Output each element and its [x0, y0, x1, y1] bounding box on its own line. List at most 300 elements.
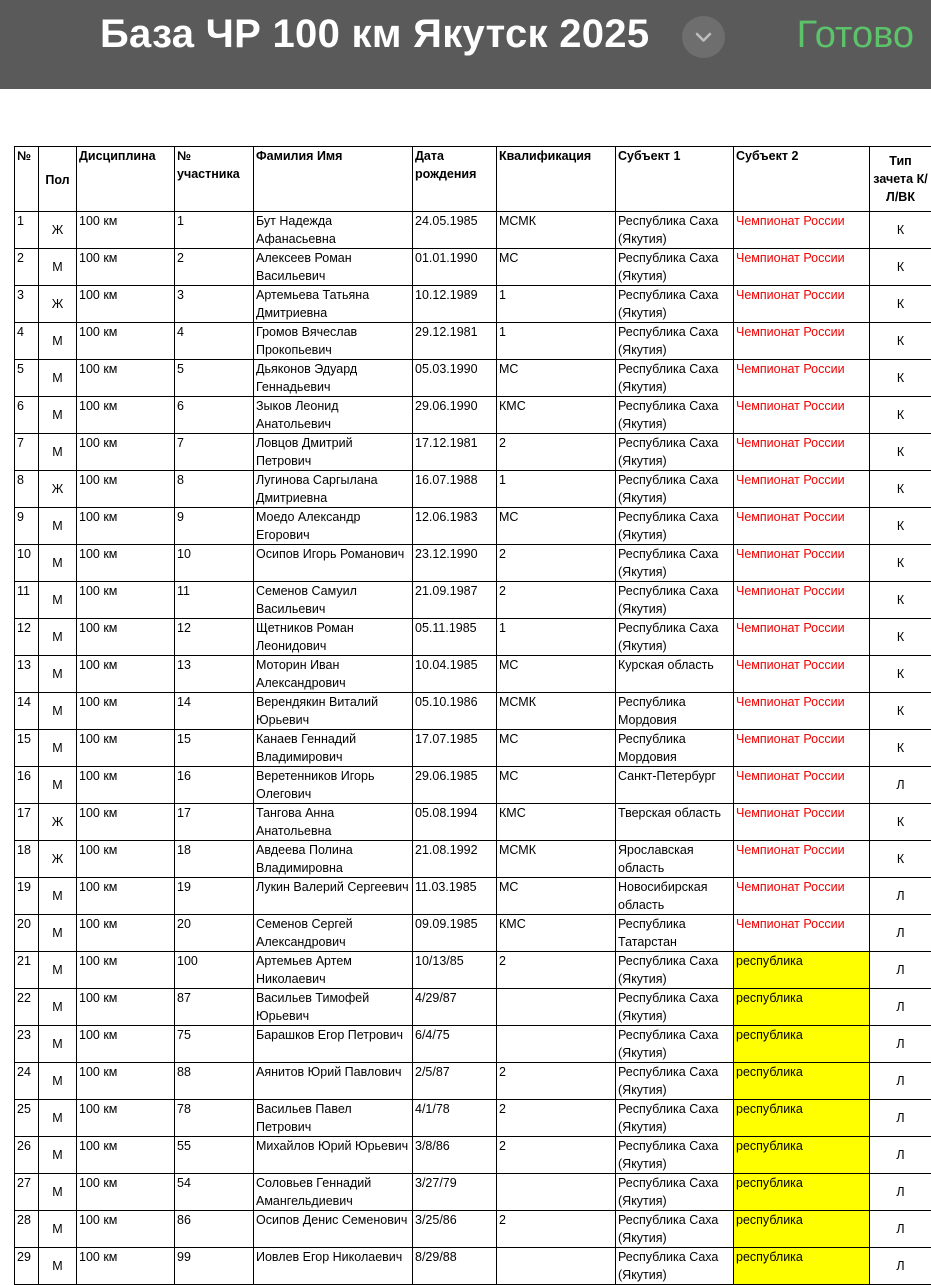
cell-num[interactable]: 14: [15, 693, 39, 730]
cell-subject1[interactable]: Республика Татарстан: [616, 915, 734, 952]
table-row: [15, 878, 931, 915]
cell-dob[interactable]: 24.05.1985: [413, 212, 497, 249]
cell-num[interactable]: 16: [15, 767, 39, 804]
cell-subject2[interactable]: республика: [734, 989, 870, 1026]
cell-bib[interactable]: 100: [175, 952, 254, 989]
cell-num[interactable]: 23: [15, 1026, 39, 1063]
cell-pol[interactable]: М: [39, 656, 77, 693]
table-row: [15, 1100, 931, 1137]
cell-pol[interactable]: М: [39, 545, 77, 582]
cell-subject2[interactable]: республика: [734, 1026, 870, 1063]
cell-type[interactable]: К: [870, 434, 931, 471]
cell-subject1[interactable]: Республика Саха (Якутия): [616, 1063, 734, 1100]
cell-pol[interactable]: М: [39, 989, 77, 1026]
cell-dob[interactable]: 12.06.1983: [413, 508, 497, 545]
cell-pol[interactable]: М: [39, 1063, 77, 1100]
cell-bib[interactable]: 54: [175, 1174, 254, 1211]
cell-pol[interactable]: М: [39, 915, 77, 952]
cell-dob[interactable]: 3/8/86: [413, 1137, 497, 1174]
cell-discipline[interactable]: 100 км: [77, 212, 175, 249]
cell-qualification[interactable]: МС: [497, 767, 616, 804]
cell-bib[interactable]: 17: [175, 804, 254, 841]
cell-discipline[interactable]: 100 км: [77, 1063, 175, 1100]
cell-pol[interactable]: М: [39, 1026, 77, 1063]
cell-discipline[interactable]: 100 км: [77, 804, 175, 841]
table-row: [15, 619, 931, 656]
cell-type[interactable]: К: [870, 471, 931, 508]
cell-type[interactable]: К: [870, 323, 931, 360]
cell-name[interactable]: Осипов Денис Семенович: [254, 1211, 413, 1248]
cell-qualification[interactable]: КМС: [497, 915, 616, 952]
cell-num[interactable]: 2: [15, 249, 39, 286]
cell-discipline[interactable]: 100 км: [77, 286, 175, 323]
cell-subject1[interactable]: Республика Саха (Якутия): [616, 545, 734, 582]
cell-discipline[interactable]: 100 км: [77, 915, 175, 952]
cell-bib[interactable]: 11: [175, 582, 254, 619]
cell-name[interactable]: Артемьева Татьяна Дмитриевна: [254, 286, 413, 323]
cell-subject1[interactable]: Республика Саха (Якутия): [616, 952, 734, 989]
cell-type[interactable]: К: [870, 249, 931, 286]
cell-bib[interactable]: 18: [175, 841, 254, 878]
cell-dob[interactable]: 05.11.1985: [413, 619, 497, 656]
cell-name[interactable]: Аянитов Юрий Павлович: [254, 1063, 413, 1100]
cell-num[interactable]: 4: [15, 323, 39, 360]
cell-type[interactable]: К: [870, 693, 931, 730]
cell-subject2[interactable]: Чемпионат России: [734, 841, 870, 878]
cell-dob[interactable]: 21.09.1987: [413, 582, 497, 619]
cell-num[interactable]: 22: [15, 989, 39, 1026]
cell-subject2[interactable]: Чемпионат России: [734, 693, 870, 730]
cell-qualification[interactable]: МСМК: [497, 693, 616, 730]
cell-type[interactable]: Л: [870, 952, 931, 989]
cell-subject1[interactable]: Республика Саха (Якутия): [616, 360, 734, 397]
cell-discipline[interactable]: 100 км: [77, 545, 175, 582]
cell-bib[interactable]: 86: [175, 1211, 254, 1248]
cell-subject1[interactable]: Республика Саха (Якутия): [616, 212, 734, 249]
cell-qualification[interactable]: 2: [497, 952, 616, 989]
cell-subject1[interactable]: Новосибирская область: [616, 878, 734, 915]
cell-subject1[interactable]: Республика Саха (Якутия): [616, 582, 734, 619]
cell-qualification[interactable]: 2: [497, 1137, 616, 1174]
cell-subject2[interactable]: республика: [734, 1211, 870, 1248]
cell-qualification[interactable]: [497, 989, 616, 1026]
cell-name[interactable]: Ловцов Дмитрий Петрович: [254, 434, 413, 471]
cell-type[interactable]: К: [870, 730, 931, 767]
cell-discipline[interactable]: 100 км: [77, 434, 175, 471]
cell-name[interactable]: Авдеева Полина Владимировна: [254, 841, 413, 878]
cell-bib[interactable]: 10: [175, 545, 254, 582]
cell-dob[interactable]: 17.12.1981: [413, 434, 497, 471]
cell-discipline[interactable]: 100 км: [77, 767, 175, 804]
cell-subject1[interactable]: Республика Саха (Якутия): [616, 249, 734, 286]
cell-pol[interactable]: М: [39, 878, 77, 915]
cell-num[interactable]: 13: [15, 656, 39, 693]
cell-qualification[interactable]: 2: [497, 582, 616, 619]
cell-subject2[interactable]: Чемпионат России: [734, 286, 870, 323]
cell-pol[interactable]: Ж: [39, 841, 77, 878]
cell-discipline[interactable]: 100 км: [77, 397, 175, 434]
cell-subject2[interactable]: Чемпионат России: [734, 360, 870, 397]
cell-num[interactable]: 28: [15, 1211, 39, 1248]
cell-qualification[interactable]: [497, 1174, 616, 1211]
cell-type[interactable]: К: [870, 582, 931, 619]
cell-qualification[interactable]: 2: [497, 1063, 616, 1100]
cell-num[interactable]: 21: [15, 952, 39, 989]
cell-dob[interactable]: 3/27/79: [413, 1174, 497, 1211]
cell-subject2[interactable]: Чемпионат России: [734, 619, 870, 656]
cell-type[interactable]: К: [870, 286, 931, 323]
cell-pol[interactable]: Ж: [39, 286, 77, 323]
cell-subject2[interactable]: Чемпионат России: [734, 397, 870, 434]
cell-dob[interactable]: 05.08.1994: [413, 804, 497, 841]
cell-pol[interactable]: Ж: [39, 212, 77, 249]
cell-bib[interactable]: 12: [175, 619, 254, 656]
cell-name[interactable]: Михайлов Юрий Юрьевич: [254, 1137, 413, 1174]
cell-type[interactable]: К: [870, 212, 931, 249]
cell-dob[interactable]: 11.03.1985: [413, 878, 497, 915]
cell-discipline[interactable]: 100 км: [77, 1100, 175, 1137]
cell-bib[interactable]: 8: [175, 471, 254, 508]
cell-subject1[interactable]: Республика Саха (Якутия): [616, 1211, 734, 1248]
cell-subject2[interactable]: республика: [734, 1137, 870, 1174]
cell-qualification[interactable]: 2: [497, 545, 616, 582]
cell-name[interactable]: Семенов Сергей Александрович: [254, 915, 413, 952]
cell-name[interactable]: Соловьев Геннадий Амангельдиевич: [254, 1174, 413, 1211]
cell-num[interactable]: 6: [15, 397, 39, 434]
table-row: [15, 1248, 931, 1285]
cell-dob[interactable]: 09.09.1985: [413, 915, 497, 952]
cell-subject1[interactable]: Республика Саха (Якутия): [616, 1026, 734, 1063]
cell-discipline[interactable]: 100 км: [77, 1137, 175, 1174]
cell-bib[interactable]: 16: [175, 767, 254, 804]
cell-name[interactable]: Моедо Александр Егорович: [254, 508, 413, 545]
cell-subject2[interactable]: Чемпионат России: [734, 767, 870, 804]
cell-num[interactable]: 25: [15, 1100, 39, 1137]
cell-qualification[interactable]: [497, 1248, 616, 1285]
cell-name[interactable]: Лугинова Саргылана Дмитриевна: [254, 471, 413, 508]
cell-name[interactable]: Моторин Иван Александрович: [254, 656, 413, 693]
cell-discipline[interactable]: 100 км: [77, 1211, 175, 1248]
cell-name[interactable]: Васильев Павел Петрович: [254, 1100, 413, 1137]
cell-dob[interactable]: 10/13/85: [413, 952, 497, 989]
cell-qualification[interactable]: 1: [497, 323, 616, 360]
cell-qualification[interactable]: [497, 1026, 616, 1063]
cell-subject1[interactable]: Республика Саха (Якутия): [616, 1100, 734, 1137]
cell-name[interactable]: Зыков Леонид Анатольевич: [254, 397, 413, 434]
cell-subject2[interactable]: республика: [734, 952, 870, 989]
cell-subject2[interactable]: Чемпионат России: [734, 582, 870, 619]
cell-bib[interactable]: 1: [175, 212, 254, 249]
cell-subject2[interactable]: Чемпионат России: [734, 249, 870, 286]
cell-pol[interactable]: М: [39, 1100, 77, 1137]
cell-num[interactable]: 9: [15, 508, 39, 545]
cell-discipline[interactable]: 100 км: [77, 1026, 175, 1063]
cell-pol[interactable]: М: [39, 1248, 77, 1285]
cell-type[interactable]: Л: [870, 1174, 931, 1211]
chevron-down-icon[interactable]: [682, 16, 725, 58]
cell-discipline[interactable]: 100 км: [77, 508, 175, 545]
cell-subject1[interactable]: Республика Саха (Якутия): [616, 434, 734, 471]
cell-subject1[interactable]: Республика Мордовия: [616, 693, 734, 730]
cell-subject2[interactable]: Чемпионат России: [734, 212, 870, 249]
cell-dob[interactable]: 4/1/78: [413, 1100, 497, 1137]
cell-num[interactable]: 5: [15, 360, 39, 397]
cell-num[interactable]: 27: [15, 1174, 39, 1211]
cell-num[interactable]: 15: [15, 730, 39, 767]
cell-dob[interactable]: 2/5/87: [413, 1063, 497, 1100]
cell-bib[interactable]: 19: [175, 878, 254, 915]
cell-type[interactable]: Л: [870, 1248, 931, 1285]
cell-subject2[interactable]: Чемпионат России: [734, 804, 870, 841]
cell-pol[interactable]: М: [39, 1137, 77, 1174]
done-button[interactable]: Готово: [797, 14, 914, 57]
cell-pol[interactable]: М: [39, 508, 77, 545]
cell-num[interactable]: 18: [15, 841, 39, 878]
cell-name[interactable]: Барашков Егор Петрович: [254, 1026, 413, 1063]
cell-type[interactable]: Л: [870, 989, 931, 1026]
cell-dob[interactable]: 29.06.1985: [413, 767, 497, 804]
cell-num[interactable]: 20: [15, 915, 39, 952]
table-row: [15, 730, 931, 767]
cell-dob[interactable]: 29.06.1990: [413, 397, 497, 434]
cell-num[interactable]: 26: [15, 1137, 39, 1174]
cell-bib[interactable]: 87: [175, 989, 254, 1026]
cell-type[interactable]: Л: [870, 1100, 931, 1137]
cell-type[interactable]: К: [870, 545, 931, 582]
cell-discipline[interactable]: 100 км: [77, 360, 175, 397]
cell-subject1[interactable]: Республика Саха (Якутия): [616, 1174, 734, 1211]
cell-bib[interactable]: 5: [175, 360, 254, 397]
cell-discipline[interactable]: 100 км: [77, 730, 175, 767]
cell-qualification[interactable]: МС: [497, 249, 616, 286]
cell-name[interactable]: Веретенников Игорь Олегович: [254, 767, 413, 804]
cell-num[interactable]: 12: [15, 619, 39, 656]
cell-discipline[interactable]: 100 км: [77, 471, 175, 508]
cell-type[interactable]: К: [870, 619, 931, 656]
cell-pol[interactable]: М: [39, 249, 77, 286]
cell-name[interactable]: Верендякин Виталий Юрьевич: [254, 693, 413, 730]
cell-type[interactable]: Л: [870, 915, 931, 952]
cell-name[interactable]: Тангова Анна Анатольевна: [254, 804, 413, 841]
cell-bib[interactable]: 4: [175, 323, 254, 360]
cell-pol[interactable]: М: [39, 434, 77, 471]
cell-subject2[interactable]: Чемпионат России: [734, 730, 870, 767]
cell-num[interactable]: 11: [15, 582, 39, 619]
cell-type[interactable]: К: [870, 656, 931, 693]
cell-bib[interactable]: 13: [175, 656, 254, 693]
cell-num[interactable]: 19: [15, 878, 39, 915]
cell-qualification[interactable]: 1: [497, 471, 616, 508]
cell-name[interactable]: Громов Вячеслав Прокопьевич: [254, 323, 413, 360]
cell-subject1[interactable]: Республика Саха (Якутия): [616, 1248, 734, 1285]
cell-name[interactable]: Дьяконов Эдуард Геннадьевич: [254, 360, 413, 397]
cell-subject2[interactable]: республика: [734, 1100, 870, 1137]
cell-num[interactable]: 10: [15, 545, 39, 582]
cell-subject1[interactable]: Республика Саха (Якутия): [616, 323, 734, 360]
cell-name[interactable]: Осипов Игорь Романович: [254, 545, 413, 582]
cell-discipline[interactable]: 100 км: [77, 952, 175, 989]
document-title[interactable]: База ЧР 100 км Якутск 2025: [100, 12, 649, 57]
cell-discipline[interactable]: 100 км: [77, 582, 175, 619]
cell-name[interactable]: Канаев Геннадий Владимирович: [254, 730, 413, 767]
cell-subject2[interactable]: Чемпионат России: [734, 508, 870, 545]
cell-discipline[interactable]: 100 км: [77, 841, 175, 878]
cell-discipline[interactable]: 100 км: [77, 1248, 175, 1285]
cell-pol[interactable]: М: [39, 360, 77, 397]
cell-type[interactable]: Л: [870, 1137, 931, 1174]
cell-bib[interactable]: 9: [175, 508, 254, 545]
cell-pol[interactable]: Ж: [39, 471, 77, 508]
cell-dob[interactable]: 23.12.1990: [413, 545, 497, 582]
cell-num[interactable]: 7: [15, 434, 39, 471]
cell-type[interactable]: Л: [870, 1026, 931, 1063]
cell-bib[interactable]: 7: [175, 434, 254, 471]
cell-dob[interactable]: 01.01.1990: [413, 249, 497, 286]
cell-type[interactable]: К: [870, 508, 931, 545]
cell-pol[interactable]: М: [39, 693, 77, 730]
cell-num[interactable]: 24: [15, 1063, 39, 1100]
cell-subject1[interactable]: Тверская область: [616, 804, 734, 841]
cell-discipline[interactable]: 100 км: [77, 878, 175, 915]
cell-subject1[interactable]: Санкт-Петербург: [616, 767, 734, 804]
cell-subject1[interactable]: Ярославская область: [616, 841, 734, 878]
cell-dob[interactable]: 10.12.1989: [413, 286, 497, 323]
cell-bib[interactable]: 15: [175, 730, 254, 767]
cell-subject1[interactable]: Республика Саха (Якутия): [616, 508, 734, 545]
cell-bib[interactable]: 55: [175, 1137, 254, 1174]
cell-name[interactable]: Алексеев Роман Васильевич: [254, 249, 413, 286]
cell-dob[interactable]: 8/29/88: [413, 1248, 497, 1285]
cell-subject2[interactable]: Чемпионат России: [734, 323, 870, 360]
cell-bib[interactable]: 2: [175, 249, 254, 286]
cell-name[interactable]: Васильев Тимофей Юрьевич: [254, 989, 413, 1026]
cell-qualification[interactable]: КМС: [497, 397, 616, 434]
cell-dob[interactable]: 4/29/87: [413, 989, 497, 1026]
cell-bib[interactable]: 99: [175, 1248, 254, 1285]
cell-subject2[interactable]: республика: [734, 1063, 870, 1100]
cell-subject1[interactable]: Республика Мордовия: [616, 730, 734, 767]
cell-qualification[interactable]: 2: [497, 434, 616, 471]
cell-pol[interactable]: М: [39, 767, 77, 804]
cell-subject2[interactable]: республика: [734, 1174, 870, 1211]
cell-qualification[interactable]: 2: [497, 1211, 616, 1248]
cell-dob[interactable]: 05.10.1986: [413, 693, 497, 730]
cell-qualification[interactable]: МС: [497, 656, 616, 693]
cell-bib[interactable]: 78: [175, 1100, 254, 1137]
cell-dob[interactable]: 16.07.1988: [413, 471, 497, 508]
cell-bib[interactable]: 3: [175, 286, 254, 323]
cell-qualification[interactable]: МСМК: [497, 841, 616, 878]
cell-subject2[interactable]: Чемпионат России: [734, 545, 870, 582]
cell-type[interactable]: К: [870, 804, 931, 841]
cell-name[interactable]: Щетников Роман Леонидович: [254, 619, 413, 656]
cell-dob[interactable]: 05.03.1990: [413, 360, 497, 397]
cell-subject1[interactable]: Республика Саха (Якутия): [616, 619, 734, 656]
cell-qualification[interactable]: 2: [497, 1100, 616, 1137]
cell-subject2[interactable]: республика: [734, 1248, 870, 1285]
cell-bib[interactable]: 20: [175, 915, 254, 952]
cell-qualification[interactable]: МСМК: [497, 212, 616, 249]
cell-pol[interactable]: М: [39, 730, 77, 767]
cell-type[interactable]: Л: [870, 1211, 931, 1248]
cell-qualification[interactable]: МС: [497, 730, 616, 767]
cell-discipline[interactable]: 100 км: [77, 1174, 175, 1211]
cell-subject2[interactable]: Чемпионат России: [734, 656, 870, 693]
cell-subject1[interactable]: Республика Саха (Якутия): [616, 989, 734, 1026]
cell-qualification[interactable]: МС: [497, 360, 616, 397]
cell-discipline[interactable]: 100 км: [77, 323, 175, 360]
cell-pol[interactable]: М: [39, 397, 77, 434]
cell-num[interactable]: 8: [15, 471, 39, 508]
cell-qualification[interactable]: 1: [497, 619, 616, 656]
cell-pol[interactable]: М: [39, 1174, 77, 1211]
cell-name[interactable]: Семенов Самуил Васильевич: [254, 582, 413, 619]
cell-bib[interactable]: 14: [175, 693, 254, 730]
cell-type[interactable]: К: [870, 360, 931, 397]
cell-num[interactable]: 29: [15, 1248, 39, 1285]
cell-pol[interactable]: Ж: [39, 804, 77, 841]
cell-subject2[interactable]: Чемпионат России: [734, 434, 870, 471]
cell-bib[interactable]: 75: [175, 1026, 254, 1063]
cell-discipline[interactable]: 100 км: [77, 619, 175, 656]
cell-num[interactable]: 17: [15, 804, 39, 841]
cell-bib[interactable]: 6: [175, 397, 254, 434]
cell-discipline[interactable]: 100 км: [77, 249, 175, 286]
cell-pol[interactable]: М: [39, 952, 77, 989]
cell-subject1[interactable]: Курская область: [616, 656, 734, 693]
cell-dob[interactable]: 3/25/86: [413, 1211, 497, 1248]
cell-qualification[interactable]: 1: [497, 286, 616, 323]
cell-pol[interactable]: М: [39, 1211, 77, 1248]
cell-qualification[interactable]: КМС: [497, 804, 616, 841]
cell-num[interactable]: 1: [15, 212, 39, 249]
cell-discipline[interactable]: 100 км: [77, 989, 175, 1026]
cell-bib[interactable]: 88: [175, 1063, 254, 1100]
cell-pol[interactable]: М: [39, 323, 77, 360]
cell-subject1[interactable]: Республика Саха (Якутия): [616, 397, 734, 434]
cell-type[interactable]: Л: [870, 878, 931, 915]
cell-qualification[interactable]: МС: [497, 508, 616, 545]
cell-type[interactable]: Л: [870, 1063, 931, 1100]
cell-name[interactable]: Иовлев Егор Николаевич: [254, 1248, 413, 1285]
cell-name[interactable]: Бут Надежда Афанасьевна: [254, 212, 413, 249]
cell-subject1[interactable]: Республика Саха (Якутия): [616, 1137, 734, 1174]
cell-dob[interactable]: 10.04.1985: [413, 656, 497, 693]
cell-subject2[interactable]: Чемпионат России: [734, 878, 870, 915]
cell-name[interactable]: Лукин Валерий Сергеевич: [254, 878, 413, 915]
cell-type[interactable]: Л: [870, 767, 931, 804]
cell-pol[interactable]: М: [39, 582, 77, 619]
cell-dob[interactable]: 21.08.1992: [413, 841, 497, 878]
cell-pol[interactable]: М: [39, 619, 77, 656]
cell-subject1[interactable]: Республика Саха (Якутия): [616, 471, 734, 508]
cell-dob[interactable]: 17.07.1985: [413, 730, 497, 767]
table-row: [15, 508, 931, 545]
cell-type[interactable]: К: [870, 397, 931, 434]
cell-subject1[interactable]: Республика Саха (Якутия): [616, 286, 734, 323]
cell-subject2[interactable]: Чемпионат России: [734, 915, 870, 952]
cell-dob[interactable]: 29.12.1981: [413, 323, 497, 360]
cell-name[interactable]: Артемьев Артем Николаевич: [254, 952, 413, 989]
cell-discipline[interactable]: 100 км: [77, 656, 175, 693]
cell-qualification[interactable]: МС: [497, 878, 616, 915]
cell-num[interactable]: 3: [15, 286, 39, 323]
cell-discipline[interactable]: 100 км: [77, 693, 175, 730]
table-row: [15, 1137, 931, 1174]
cell-type[interactable]: К: [870, 841, 931, 878]
cell-subject2[interactable]: Чемпионат России: [734, 471, 870, 508]
cell-dob[interactable]: 6/4/75: [413, 1026, 497, 1063]
